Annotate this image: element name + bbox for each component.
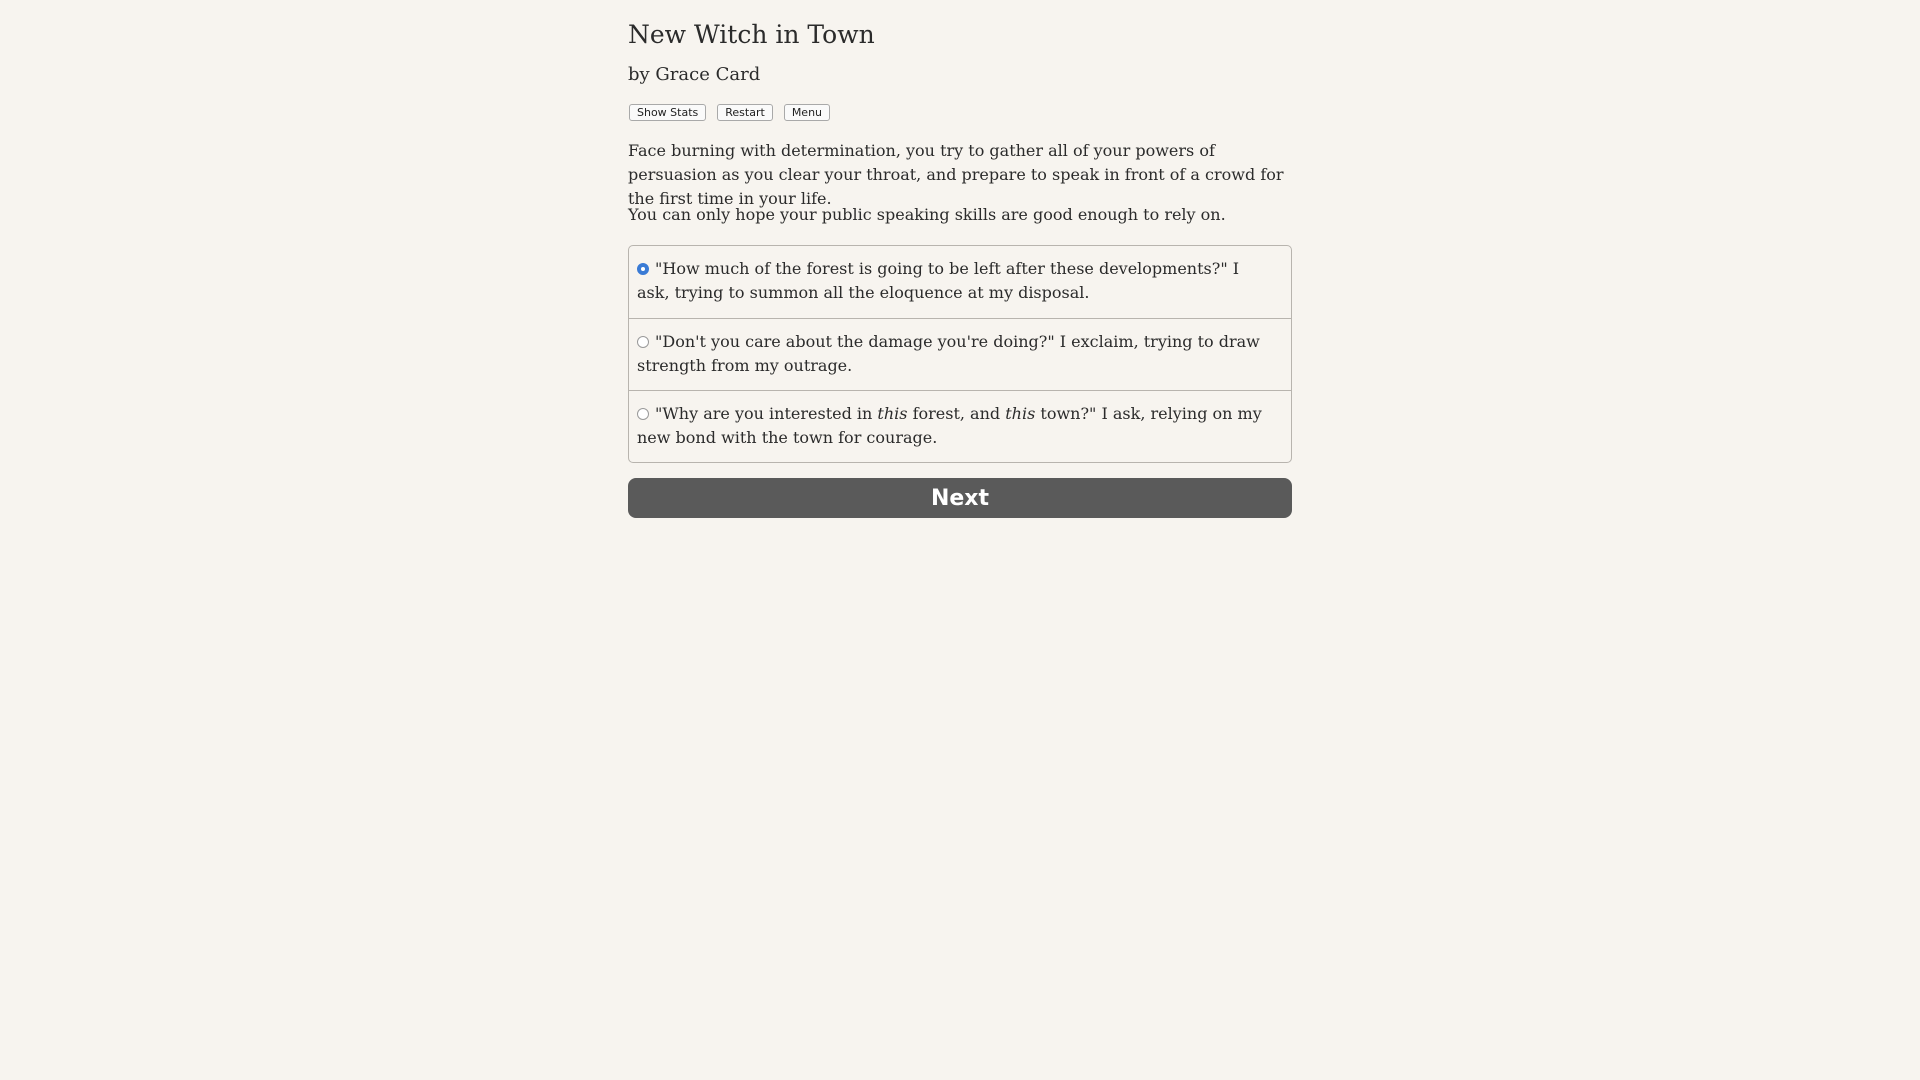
choice-option[interactable] (629, 246, 1291, 318)
page-title: New Witch in Town (628, 20, 875, 49)
choice-text: "How much of the forest is going to be left after these developments?" I ask, trying to summon all the eloquence at my disposal. (637, 259, 1240, 302)
restart-button[interactable]: Restart (717, 104, 773, 121)
story-paragraph: You can only hope your public speaking skills are good enough to rely on. (628, 205, 1226, 224)
choice-emphasis: this (877, 404, 908, 423)
radio-unselected-icon[interactable] (637, 336, 649, 348)
choice-option[interactable] (629, 318, 1291, 390)
choice-option[interactable] (629, 390, 1291, 462)
choice-text-start: "Why are you interested in (655, 404, 878, 423)
toolbar (629, 104, 830, 122)
choice-emphasis: this (1005, 404, 1036, 423)
show-stats-button[interactable]: Show Stats (629, 104, 706, 121)
choice-text-middle: forest, and (907, 404, 1006, 423)
radio-unselected-icon[interactable] (637, 408, 649, 420)
story-paragraph: Face burning with determination, you try to gather all of your powers of persuasion as you clear your throat, and prepare to speak in front of a crowd for the first time in your life. (628, 141, 1284, 208)
choice-text: "Don't you care about the damage you're doing?" I exclaim, trying to draw strength from my outrage. (637, 332, 1260, 375)
radio-selected-icon[interactable] (637, 263, 649, 275)
choice-text-end: town?" I ask, relying on my new bond with the town for courage. (637, 404, 1262, 447)
choice-list (628, 245, 1292, 463)
menu-button[interactable]: Menu (784, 104, 830, 121)
next-button[interactable]: Next (628, 478, 1292, 518)
author-byline: by Grace Card (628, 64, 761, 85)
